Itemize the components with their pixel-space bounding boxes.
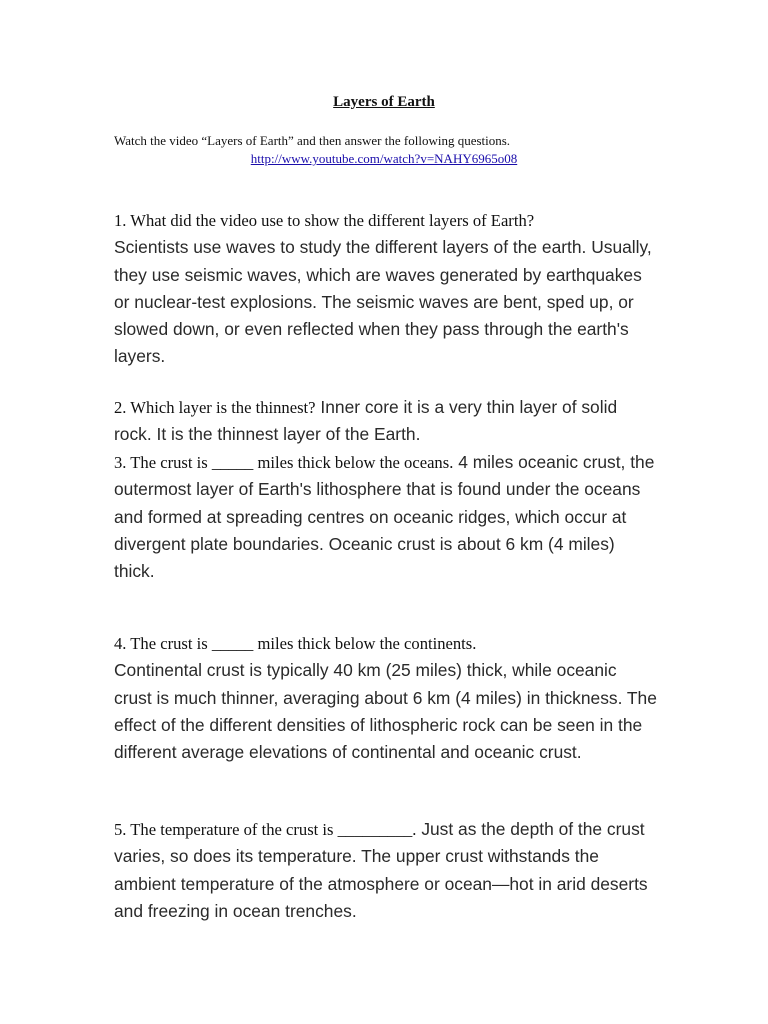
question-5: 5. The temperature of the crust is _________. (114, 820, 417, 839)
question-block-5 (114, 816, 659, 925)
answer-5: Just as the depth of the crust varies, so does its temperature. The upper crust withstands the ambient temperature of the atmosphere or ocean—hot in arid deserts and freezing in ocean trenches. (114, 819, 648, 921)
question-1: 1. What did the video use to show the different layers of Earth? (114, 211, 535, 230)
answer-2: Inner core it is a very thin layer of solid rock. It is the thinnest layer of the Earth. (114, 397, 618, 445)
answer-3: 4 miles oceanic crust, the outermost layer of Earth's lithosphere that is found under the oceans and formed at spreading centres on oceanic ridges, which occur at divergent plate boundaries. Oceanic crust is about 6 km (4 miles) thick. (114, 452, 655, 582)
page-title: Layers of Earth (333, 94, 435, 110)
question-block-4 (114, 630, 659, 766)
question-block-3 (114, 449, 659, 585)
instructions: Watch the video “Layers of Earth” and then answer the following questions. (114, 133, 511, 148)
answer-1: Scientists use waves to study the different layers of the earth. Usually, they use seismic waves, which are waves generated by earthquakes or nuclear-test explosions. The seismic waves are bent, sped up, or slowed down, or even reflected when they pass through the earth's layers. (114, 237, 652, 367)
question-block-2 (114, 394, 659, 449)
question-2: 2. Which layer is the thinnest? (114, 398, 316, 417)
answer-4: Continental crust is typically 40 km (25 miles) thick, while oceanic crust is much thinner, averaging about 6 km (4 miles) in thickness. The effect of the different densities of lithospheric rock can be seen in the different average elevations of continental and oceanic crust. (114, 660, 657, 763)
question-3: 3. The crust is _____ miles thick below the oceans. (114, 453, 454, 472)
question-4: 4. The crust is _____ miles thick below the continents. (114, 634, 477, 653)
question-block-1 (114, 207, 659, 371)
video-link[interactable]: http://www.youtube.com/watch?v=NAHY6965o08 (250, 151, 518, 166)
